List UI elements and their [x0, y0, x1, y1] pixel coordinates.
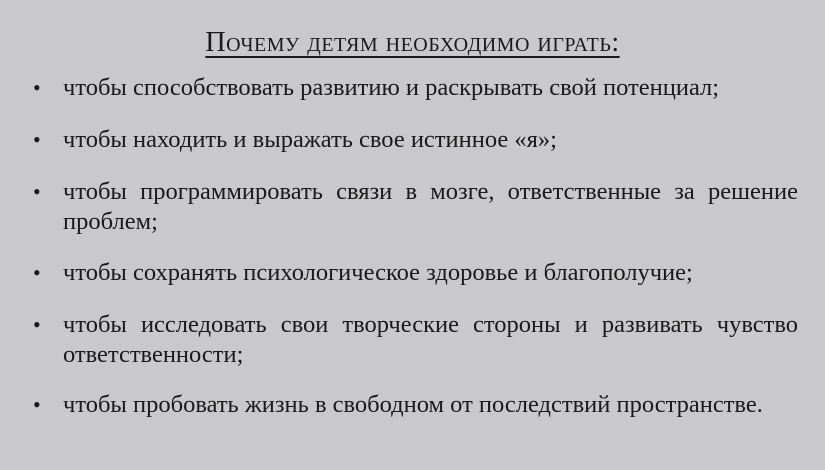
bullet-icon: • [33, 127, 41, 152]
list-item-text: чтобы находить и выражать свое истинное «я»; [63, 126, 557, 153]
list-item [33, 258, 798, 288]
list-item [33, 125, 798, 155]
list-item [33, 73, 798, 103]
bullet-icon: • [33, 179, 41, 204]
bullet-icon: • [33, 392, 41, 417]
list-item-text: чтобы пробовать жизнь в свободном от последствий пространстве. [63, 391, 763, 418]
bullet-icon: • [33, 260, 41, 285]
list-item [33, 390, 798, 420]
list-item [33, 310, 798, 370]
bullet-icon: • [33, 312, 41, 337]
list-item-text: чтобы сохранять психологическое здоровье и благополучие; [63, 259, 693, 286]
list-item [33, 177, 798, 237]
bullet-icon: • [33, 75, 41, 100]
list-item-text: чтобы исследовать свои творческие стороны и развивать чувство ответственности; [63, 311, 798, 368]
list-item-text: чтобы способствовать развитию и раскрывать свой потенциал; [63, 74, 720, 101]
list-item-text: чтобы программировать связи в мозге, ответственные за решение проблем; [63, 178, 798, 235]
heading-text: Почему детям необходимо играть: [205, 27, 620, 58]
